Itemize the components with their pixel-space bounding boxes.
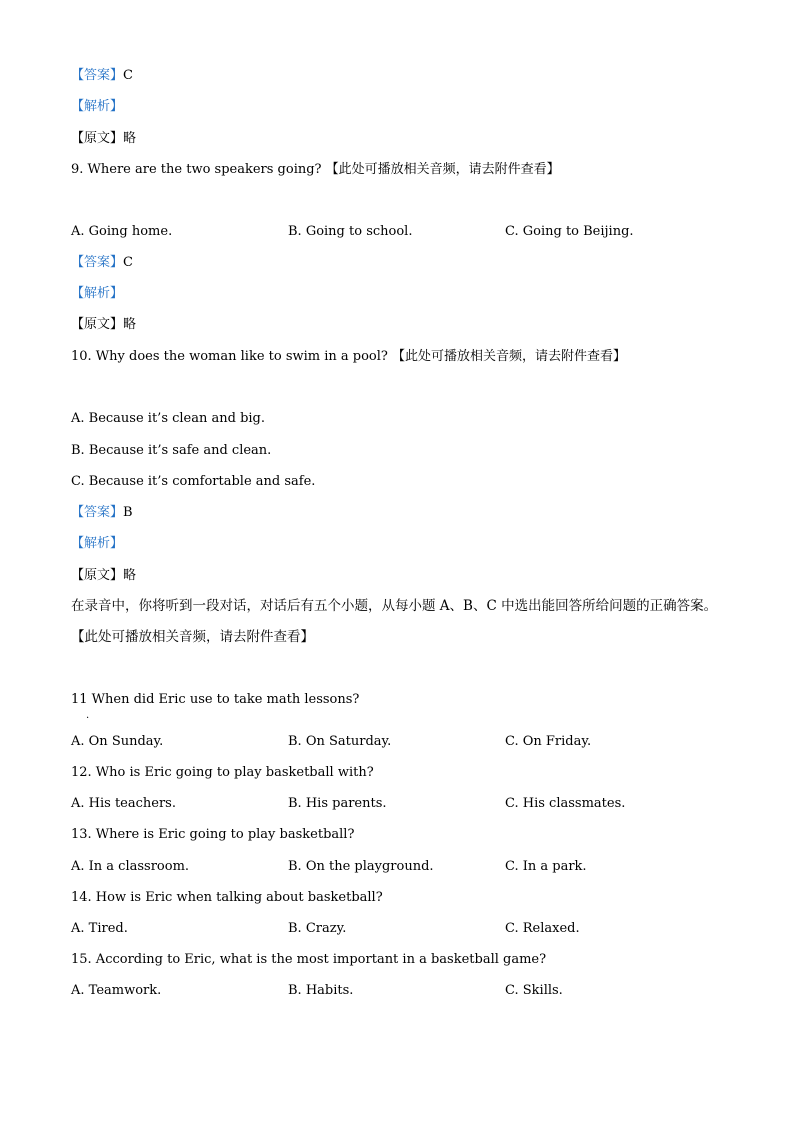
original-value: 略 xyxy=(123,317,137,332)
q10-question: 10. Why does the woman like to swim in a pool? 【此处可播放相关音频，请去附件查看】 xyxy=(71,349,627,364)
q10-option-b: B. Because it’s safe and clean. xyxy=(71,443,272,458)
q12-option-a: A. His teachers. xyxy=(71,796,176,811)
q12-question: 12. Who is Eric going to play basketball with? xyxy=(71,765,374,780)
q11-option-b: B. On Saturday. xyxy=(288,734,392,749)
q15-option-a: A. Teamwork. xyxy=(71,983,162,998)
q15-question: 15. According to Eric, what is the most important in a basketball game? xyxy=(71,952,547,967)
analysis-tag: 【解析】 xyxy=(71,536,124,551)
q9-question: 9. Where are the two speakers going? 【此处可播放相关音频，请去附件查看】 xyxy=(71,162,560,177)
original-tag: 【原文】 xyxy=(71,568,124,583)
q9-option-c: C. Going to Beijing. xyxy=(505,224,634,239)
q13-question: 13. Where is Eric going to play basketball? xyxy=(71,827,355,842)
answer-tag: 【答案】 xyxy=(71,505,124,520)
q14-option-c: C. Relaxed. xyxy=(505,921,580,936)
q13-option-a: A. In a classroom. xyxy=(71,859,190,874)
original-value: 略 xyxy=(123,568,137,583)
analysis-tag: 【解析】 xyxy=(71,286,124,301)
answer-value: B xyxy=(123,505,133,520)
q15-option-c: C. Skills. xyxy=(505,983,563,998)
section-instructions: 在录音中，你将听到一段对话，对话后有五个小题，从每小题 A、B、C 中选出能回答所给问题的正确答案。【此处可播放相关音频，请去附件查看】 xyxy=(71,598,718,645)
q8-answer-line xyxy=(71,67,133,85)
q10-answer-line xyxy=(71,504,133,522)
q13-option-c: C. In a park. xyxy=(505,859,587,874)
q14-option-a: A. Tired. xyxy=(71,921,128,936)
q14-option-b: B. Crazy. xyxy=(288,921,347,936)
q10-option-a: A. Because it’s clean and big. xyxy=(71,411,266,426)
q8-analysis-line xyxy=(71,98,123,116)
q10-option-c: C. Because it’s comfortable and safe. xyxy=(71,474,316,489)
original-tag: 【原文】 xyxy=(71,131,124,146)
q14-question: 14. How is Eric when talking about basketball? xyxy=(71,890,383,905)
q12-option-c: C. His classmates. xyxy=(505,796,626,811)
answer-tag: 【答案】 xyxy=(71,68,124,83)
original-tag: 【原文】 xyxy=(71,317,124,332)
q15-option-b: B. Habits. xyxy=(288,983,354,998)
original-value: 略 xyxy=(123,131,137,146)
q10-analysis-line xyxy=(71,535,123,553)
q9-answer-line xyxy=(71,254,133,272)
q11-question: 11 When did Eric use to take math lessons? xyxy=(71,692,360,707)
q11-option-c: C. On Friday. xyxy=(505,734,592,749)
q12-option-b: B. His parents. xyxy=(288,796,387,811)
q13-option-b: B. On the playground. xyxy=(288,859,434,874)
q9-option-b: B. Going to school. xyxy=(288,224,413,239)
q9-original-line xyxy=(71,316,136,334)
answer-value: C xyxy=(123,68,133,83)
q9-analysis-line xyxy=(71,285,123,303)
q11-option-a: A. On Sunday. xyxy=(71,734,164,749)
q8-original-line xyxy=(71,130,136,148)
analysis-tag: 【解析】 xyxy=(71,99,124,114)
q9-option-a: A. Going home. xyxy=(71,224,173,239)
answer-value: C xyxy=(123,255,133,270)
stray-dot: . xyxy=(86,710,90,721)
answer-tag: 【答案】 xyxy=(71,255,124,270)
q10-original-line xyxy=(71,567,136,585)
